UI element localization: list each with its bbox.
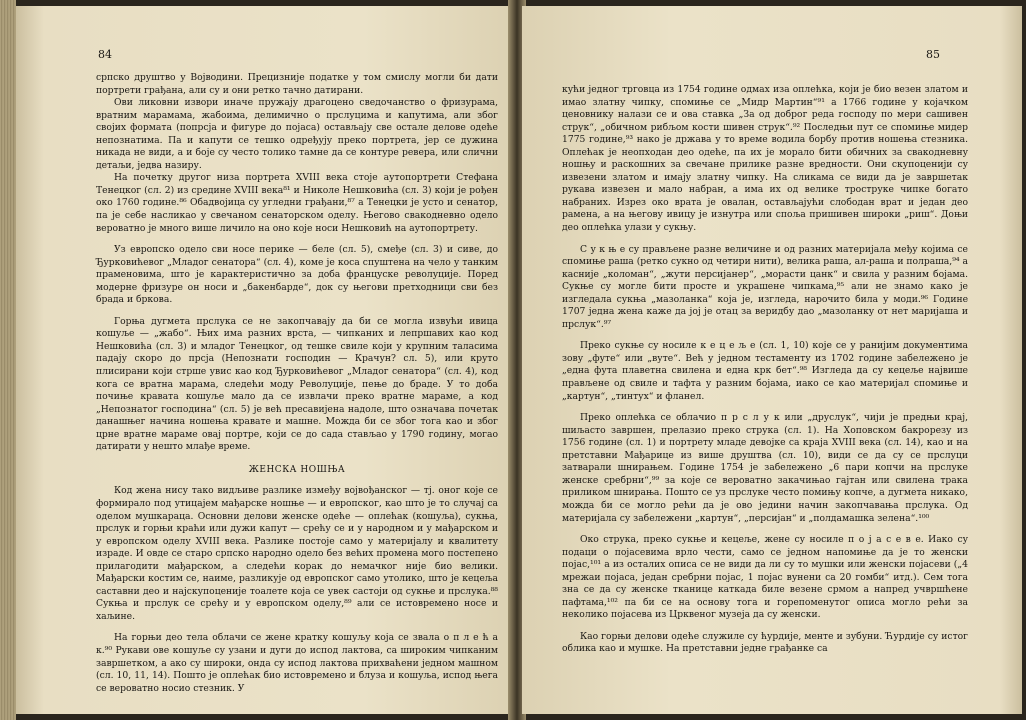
paragraph: Преко оплећка се облачио п р с л у к или „друслук“, чији је предњи крај, шиљасто завршен, прелазио преко струка (сл. 1). На Хоповском бакрорезу из 1756 године (сл. 1) и портрету младе девојке са краја XVIII века (сл. 14), као и на претставни Мађарице из више друштва (сл. 10), види се да су се прслуци затварали шнирањем. Године 1754 је забележено „6 пари копчи на прслуке женске сребрни“,⁹⁹ за које се вероватно закачињао гајтан или свилена трака приликом шнирања. Пошто се уз прслуке често помињу копче, а дугмета никако, можда би се могло рећи да је ово једини начин закопчавања прслука. Од материјала су забележени „картун“, „персијан“ и „полдамашка зелена“.¹⁰⁰ [562, 412, 968, 524]
paragraph: На горњи део тела облачи се жене кратку кошуљу која се звала о п л е ћ а к.⁹⁰ Рукави ове кошуље су узани и дуги до испод лактова, са широким чипканим завршетком, а ако су широки, онда су испод лактова прихваћени једном машном (сл. 10, 11, 14). Пошто је оплећак био истовремено и блуза и кошуља, испод њега се вероватно носио стезник. У [96, 632, 498, 694]
page-number-right: 85 [926, 48, 940, 61]
page-edges [0, 0, 16, 720]
left-page [16, 6, 512, 714]
section-heading: ЖЕНСКА НОШЊА [248, 464, 346, 475]
paragraph: Код жена нису тако видљиве разлике између војвођанског — тј. оног које се формирало под утицајем мађарске ношње — и европског, као што је то случај са оделом мушкараца. Основни делови женске одеће — оплећак (кошуља), сукња, прслук и горњи краћи или дужи капут — срећу се и у народном и у мађарском и у европском оделу XVIII века. Разлике постоје само у материјалу и квалитету израде. И овде се старо српско народно одело без већих промена мого постепено прилагодити мађарском, а следећи корак до немачког није био велики. Мађарски костим се, наиме, разликује од европског само утолико, што је кецеља саставни део и најскупоценије тоалете која се увек састоји од сукње и прслука.⁸⁸ Сукња и прслук се срећу и у европском оделу,⁸⁹ али се истовремено носе и хаљине. [96, 485, 498, 622]
left-page-text [96, 72, 498, 695]
right-page-text [562, 84, 968, 656]
paragraph: Ови ликовни извори иначе пружају драгоцено сведочанство о фризурама, вратним марамама, жабоима, делимично о прслуцима и капутима, али због својих формата (попрсја и фигуре до појаса) остављају све остале делове одеће непознатима. Па и капути се тешко одређују преко портрета, јер се дужина никада не види, а и боје су често толико тамне да се контуре ревера, или слични детаљи, једва назиру. [96, 97, 498, 171]
right-page [522, 6, 1022, 714]
paragraph: кући једног трговца из 1754 године одмах иза оплећка, који је био везен златом и имао златну чипку, спомиње се „Мидр Мартин“⁹¹ а 1766 године у којачком ценовнику налази се и ова ставка „За од доброг реда господу по мери сашивен струк“, „обичном рибљом кости шивен струк“.⁹² Последњи пут се спомиње мидер 1775 године,⁹³ нако је држава у то време водила борбу против ношења стезника. Оплећак је неопходан део одеће, па их је морало бити обичних за свакодневну ношњу и раскошних за свечане прилике разне вредности. Они скупоценији су извезени златом и имају златну чипку. На сликама се види да је завршетак рукава извезен и мало набран, а има их од велике троструке чипке богато набраних. Изрез око врата је овалан, остављајући слободан врат и један део рамена, а на његову ивицу је изнутра или споља пришивен широки „риш“. Доњи део оплећка улази у сукњу. [562, 84, 968, 234]
paragraph: Горња дугмета прслука се не закопчавају да би се могла извући ивица кошуље — „жабо“. Њих има разних врста, — чипканих и лепршавих као код Нешковића (сл. 3) и младог Тенецког, од тешке свиле који у крупним таласима падају скоро до прсја (Непознати господин — Крачун? сл. 5), или круто плисирани који стрше увис као код Ђурковићевог „Младог сенатора“ (сл. 4), код кога се вратна марама, следећи моду Револуције, пење до браде. У то доба почиње кравата кошуље мало да се извлачи преко вратне мараме, а код „Непознатог господина“ (сл. 5) је већ пресавијена надоле, што означава почетак данашњег начина ношења кравате и машне. Можда би се због тога као и због црне вратне мараме овај портре, који се до сада стављао у 1790 годину, могао датирати у нешто млађе време. [96, 315, 498, 453]
paragraph: српско друштво у Војводини. Прецизније податке у том смислу могли би дати портрети грађана, али су и они ретко тачно датирани. [96, 72, 498, 96]
paragraph: Око струка, преко сукње и кецеље, жене су носиле п о ј а с е в е. Иако су подаци о појасевима врло чести, само се једном напомиње да је то женски појас,¹⁰¹ а из осталих описа се не види да ли су то мушки или женски појасеви („4 мрежаи појаса, један сребрни појас, 1 појас вунени са 20 гомби“ итд.). Сем тога зна се да су женске тканице каткада биле везене срмом а напред учвршћене пафтама,¹⁰² па би се на основу тога и горепоменутог описа могло рећи за неколико појасева из Црквеног музеја да су женски. [562, 534, 968, 621]
paragraph: С у к њ е су прављене разне величине и од разних материјала међу којима се спомиње раша (ретко сукно од четири нити), велика раша, ал-раша и полраша,⁹⁴ а касније „коломан“, „жути персијанер“, „морасти цанк“ и свила у разним бојама. Сукње су могле бити просте и украшене чипкама,⁹⁵ али не знамо како је изгледала сукња „мазоланка“ која је, изгледа, нарочито била у моди.⁹⁶ Године 1707 једна жена каже да јој је отац за веридбу дао „мазоланку от нет маријаша и прслук“.⁹⁷ [562, 243, 968, 330]
paragraph: Преко сукње су носиле к е ц е љ е (сл. 1, 10) које се у ранијим документима зову „футе“ или „вуте“. Већ у једном тестаменту из 1702 године забележено је „една фута плаветна свилена и една крк бет“.⁹⁸ Изгледа да су кецеље највише прављене од свиле и тафта у разним бојама, иако се као материјал спомиње и „картун“, „тинтух“ и фланел. [562, 340, 968, 402]
paragraph: Уз европско одело сви носе перике — беле (сл. 5), смеђе (сл. 3) и сиве, до Ђурковићевог „Младог сенатора“ (сл. 4), коме је коса спуштена на чело у танким праменовима, што је карактеристично за доба француске револуције. Поред модерне фризуре он носи и „бакенбарде“, док су његови претходници сви без брада и бркова. [96, 244, 498, 306]
paragraph: Као горњи делови одеће служиле су ћурдије, менте и зубуни. Ћурдије су истог облика као и мушке. На претставни једне грађанке са [562, 630, 968, 655]
paragraph: На почетку другог низа портрета XVIII века стоје аутопортрети Стефана Тенецког (сл. 2) из средине XVIII века⁸¹ и Николе Нешковића (сл. 3) који је рођен око 1760 године.⁸⁶ Обадвојица су угледни грађани,⁸⁷ а Тенецки је усто и сенатор, па је себе насликао у свечаном сенаторском оделу. Његово свакодневно одело вероватно је много више личило на оно које носи Нешковић на аутопортрету. [96, 172, 498, 234]
page-number-left: 84 [98, 48, 112, 61]
